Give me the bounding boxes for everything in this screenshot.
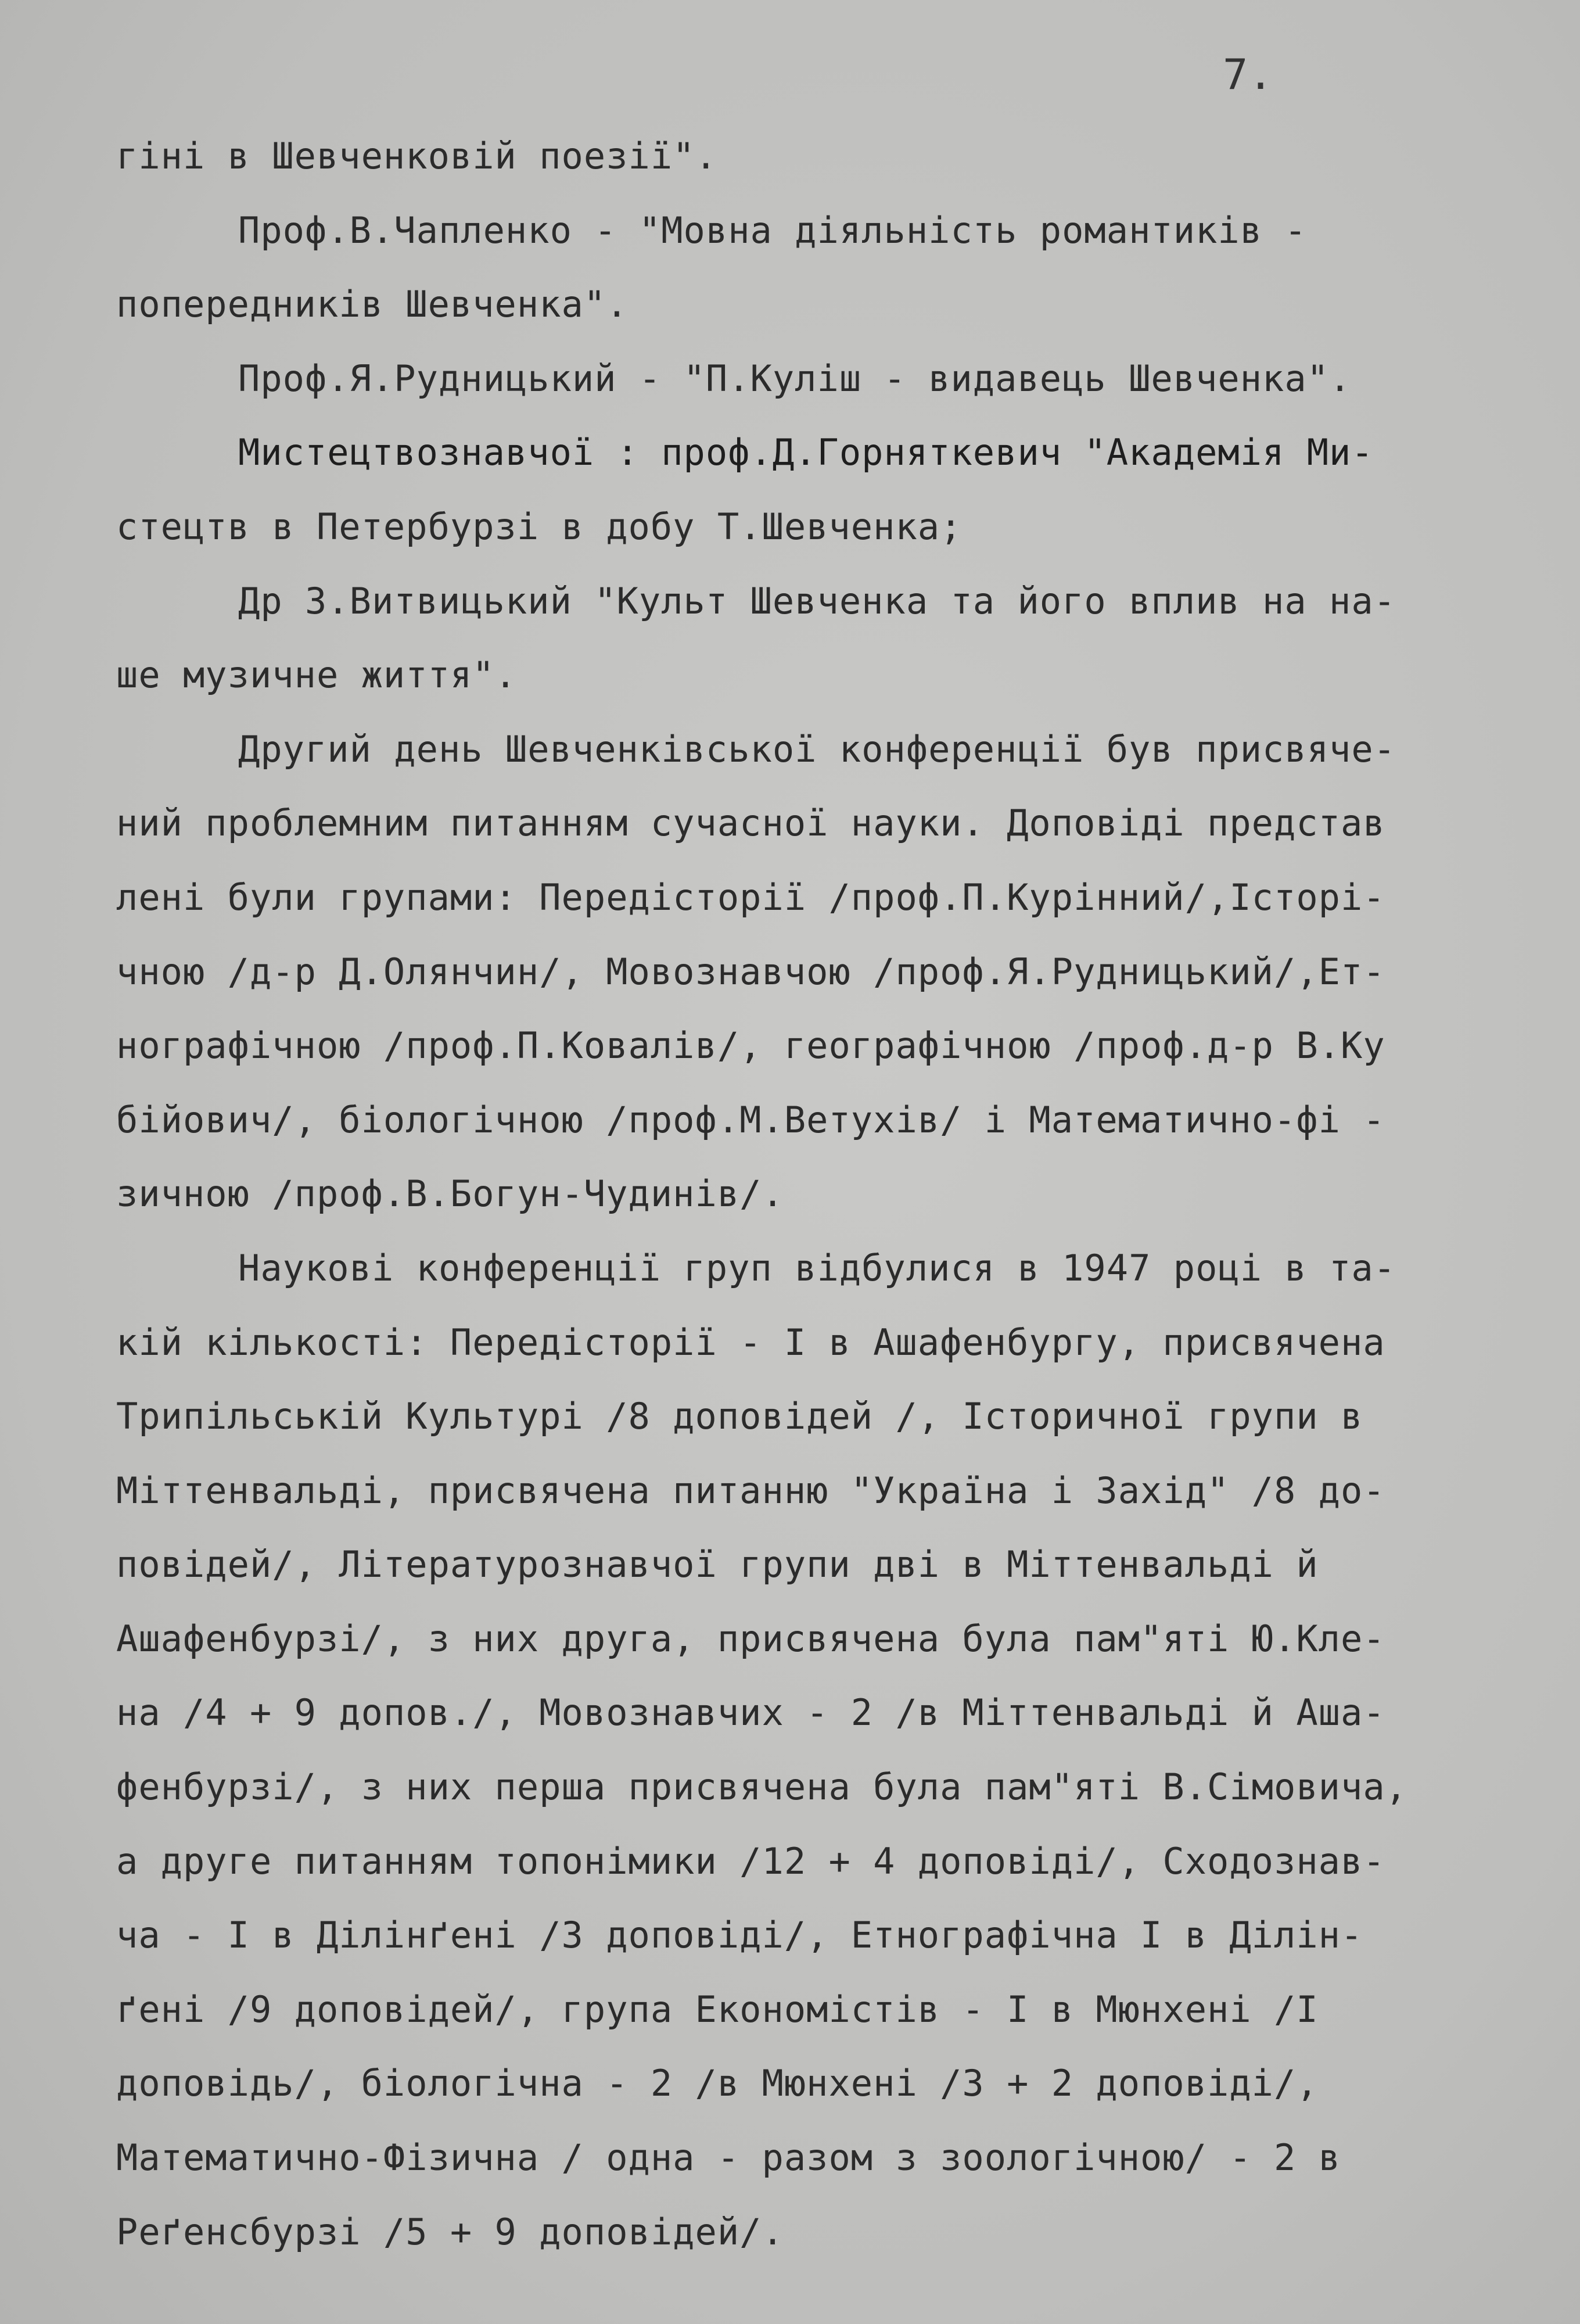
text-line: повідей/, Літературознавчої групи дві в Міттенвальді й xyxy=(116,1543,1319,1586)
text-line: Проф.В.Чапленко - "Мовна діяльність романтиків - xyxy=(238,209,1307,252)
text-line: Наукові конференції груп відбулися в 1947 році в та- xyxy=(238,1246,1396,1289)
text-line: гіні в Шевченковій поезії". xyxy=(116,135,717,177)
text-line: Ашафенбурзі/, з них друга, присвячена була пам"яті Ю.Кле- xyxy=(116,1617,1385,1660)
text-line: доповідь/, біологічна - 2 /в Мюнхені /3 + 2 доповіді/, xyxy=(116,2062,1319,2105)
text-line: фенбурзі/, з них перша присвячена була пам"яті В.Сімовича, xyxy=(116,1766,1407,1809)
text-line: зичною /проф.В.Богун-Чудинів/. xyxy=(116,1172,784,1215)
text-line: кій кількості: Передісторії - І в Ашафенбургу, присвячена xyxy=(116,1321,1385,1364)
text-line: ше музичне життя". xyxy=(116,654,517,697)
text-line: а друге питанням топонімики /12 + 4 доповіді/, Сходознав- xyxy=(116,1839,1385,1882)
text-line: чною /д-р Д.Олянчин/, Мовознавчою /проф.Я.Рудницький/,Ет- xyxy=(116,950,1385,993)
body-text xyxy=(116,119,1475,2269)
text-line: стецтв в Петербурзі в добу Т.Шевченка; xyxy=(116,505,963,548)
text-line: бійович/, біологічною /проф.М.Ветухів/ і Математично-фі - xyxy=(116,1098,1385,1141)
text-line: на /4 + 9 допов./, Мовознавчих - 2 /в Міттенвальді й Аша- xyxy=(116,1691,1385,1734)
page-number: 7. xyxy=(1223,50,1273,99)
text-line: ча - І в Ділінґені /3 доповіді/, Етнографічна І в Ділін- xyxy=(116,1914,1363,1957)
text-line: Мистецтвознавчої : проф.Д.Горняткевич "Академія Ми- xyxy=(238,431,1374,474)
text-line: Другий день Шевченківської конференції був присвяче- xyxy=(238,727,1396,770)
text-line: ґені /9 доповідей/, група Економістів - І в Мюнхені /І xyxy=(116,1988,1319,2031)
text-line: Міттенвальді, присвячена питанню "Україна і Захід" /8 до- xyxy=(116,1469,1385,1512)
text-line: ний проблемним питанням сучасної науки. Доповіді представ xyxy=(116,802,1385,845)
text-line: нографічною /проф.П.Ковалів/, географічною /проф.д-р В.Ку xyxy=(116,1024,1385,1067)
text-line: Реґенсбурзі /5 + 9 доповідей/. xyxy=(116,2210,784,2253)
text-line: Др З.Витвицький "Культ Шевченка та його вплив на на- xyxy=(238,579,1396,622)
text-line: Трипільській Культурі /8 доповідей /, Історичної групи в xyxy=(116,1395,1363,1438)
text-line: Математично-Фізична / одна - разом з зоологічною/ - 2 в xyxy=(116,2136,1341,2179)
text-line: лені були групами: Передісторії /проф.П.Курінний/,Історі- xyxy=(116,876,1385,919)
text-line: Проф.Я.Рудницький - "П.Куліш - видавець Шевченка". xyxy=(238,357,1352,400)
text-line: попередників Шевченка". xyxy=(116,283,629,326)
